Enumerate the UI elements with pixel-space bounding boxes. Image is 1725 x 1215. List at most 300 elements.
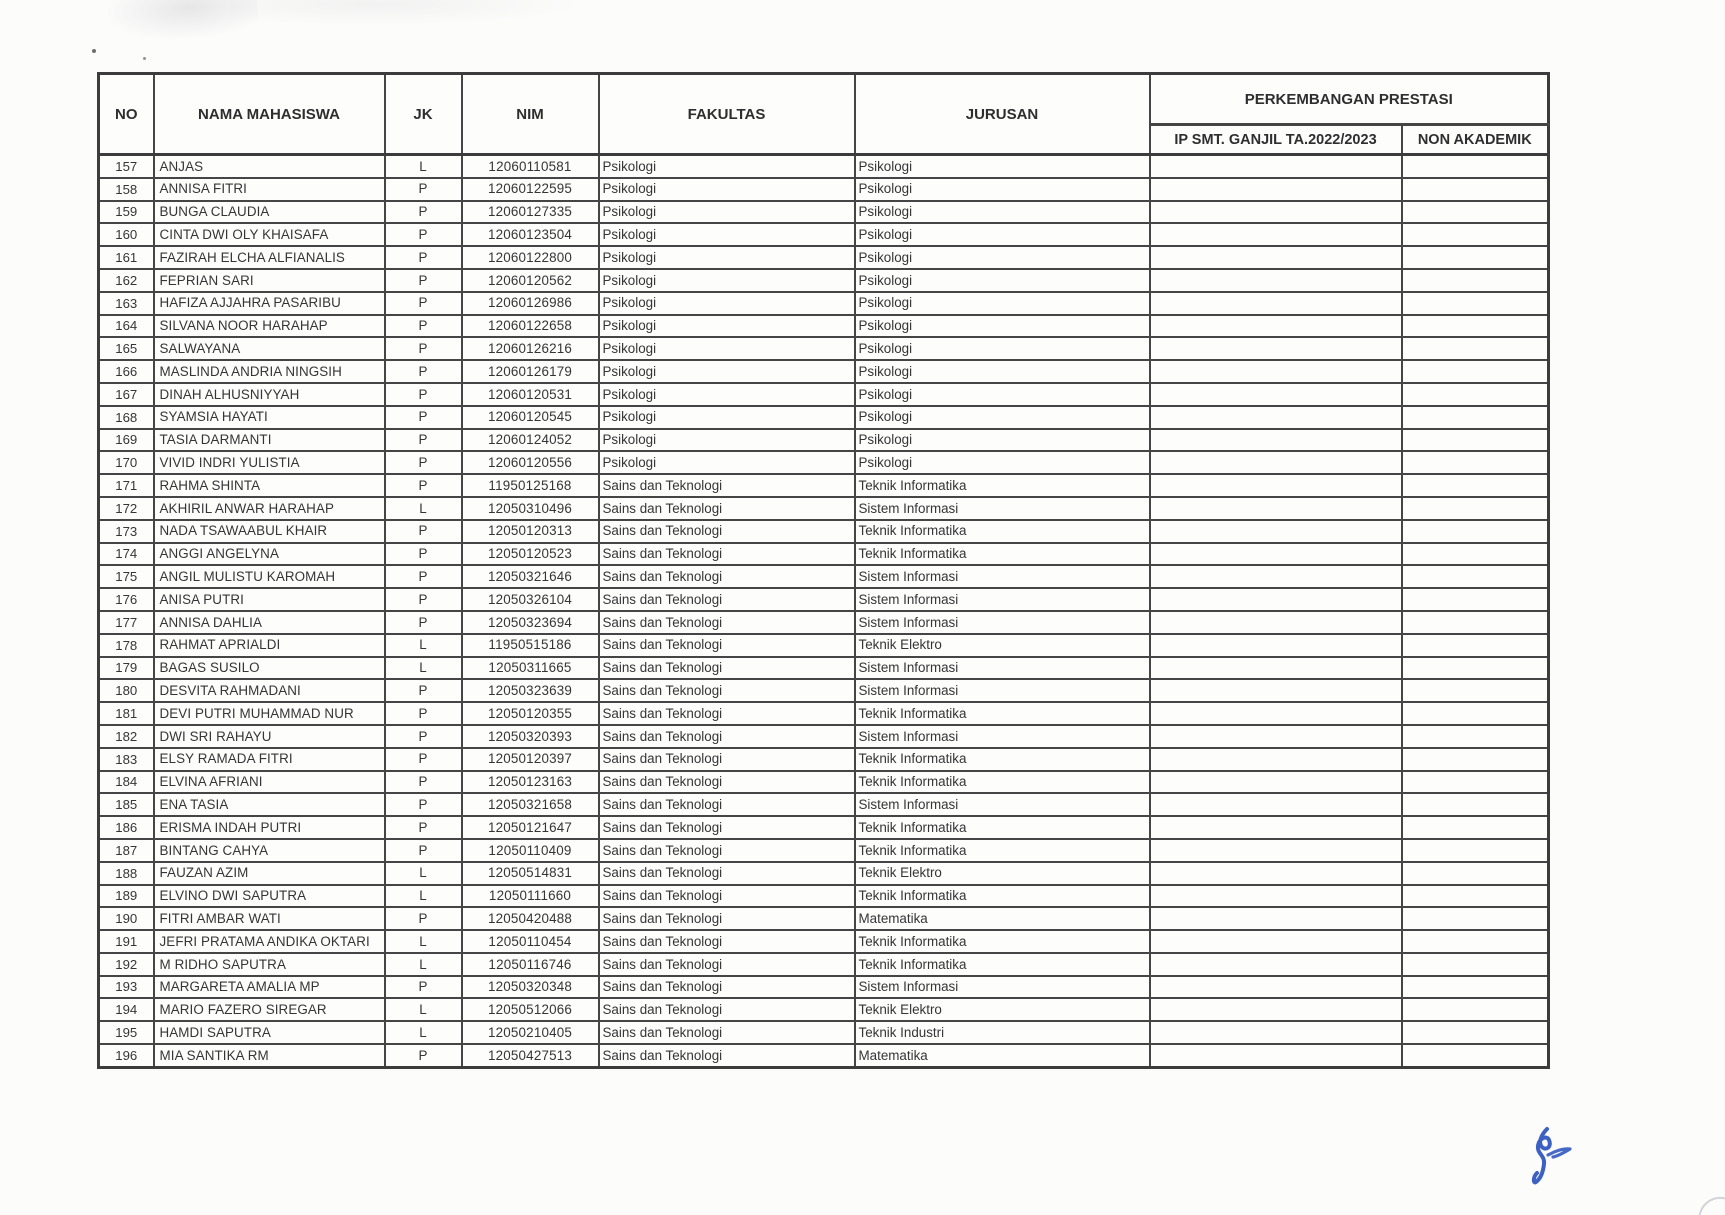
cell-jurusan: Teknik Informatika [855, 930, 1150, 953]
table-row [99, 360, 1549, 383]
cell-nim: 11950125168 [462, 474, 599, 497]
table-row [99, 748, 1549, 771]
cell-fakultas: Sains dan Teknologi [599, 748, 855, 771]
cell-nim: 12060127335 [462, 201, 599, 224]
cell-ip [1150, 429, 1402, 452]
cell-jk: P [385, 839, 462, 862]
cell-nama: MARIO FAZERO SIREGAR [154, 998, 385, 1021]
cell-jk: P [385, 406, 462, 429]
cell-jk: P [385, 246, 462, 269]
cell-jk: P [385, 748, 462, 771]
table-row [99, 497, 1549, 520]
cell-fakultas: Psikologi [599, 201, 855, 224]
cell-jk: L [385, 998, 462, 1021]
cell-non_akademik [1402, 474, 1549, 497]
col-header-jurusan: JURUSAN [855, 74, 1150, 155]
cell-jurusan: Teknik Informatika [855, 520, 1150, 543]
table-row [99, 451, 1549, 474]
cell-nim: 12050110454 [462, 930, 599, 953]
cell-nama: SILVANA NOOR HARAHAP [154, 315, 385, 338]
table-row [99, 406, 1549, 429]
cell-nim: 12060120531 [462, 383, 599, 406]
cell-jurusan: Teknik Elektro [855, 634, 1150, 657]
cell-nim: 12060120562 [462, 269, 599, 292]
cell-jurusan: Teknik Informatika [855, 474, 1150, 497]
cell-nama: ANISA PUTRI [154, 588, 385, 611]
cell-jurusan: Teknik Informatika [855, 702, 1150, 725]
cell-fakultas: Sains dan Teknologi [599, 862, 855, 885]
cell-non_akademik [1402, 292, 1549, 315]
table-row [99, 657, 1549, 680]
cell-fakultas: Psikologi [599, 178, 855, 201]
student-roster-table [97, 72, 1550, 1069]
cell-jk: P [385, 679, 462, 702]
cell-jurusan: Sistem Informasi [855, 611, 1150, 634]
cell-non_akademik [1402, 497, 1549, 520]
cell-nim: 12050311665 [462, 657, 599, 680]
cell-ip [1150, 565, 1402, 588]
cell-ip [1150, 360, 1402, 383]
cell-non_akademik [1402, 679, 1549, 702]
cell-jurusan: Sistem Informasi [855, 679, 1150, 702]
cell-non_akademik [1402, 360, 1549, 383]
table-row [99, 429, 1549, 452]
table-row [99, 634, 1549, 657]
cell-ip [1150, 383, 1402, 406]
cell-fakultas: Sains dan Teknologi [599, 520, 855, 543]
cell-non_akademik [1402, 543, 1549, 566]
cell-ip [1150, 839, 1402, 862]
cell-ip [1150, 520, 1402, 543]
cell-no: 183 [99, 748, 154, 771]
cell-jk: L [385, 155, 462, 178]
cell-jurusan: Psikologi [855, 383, 1150, 406]
table-row [99, 246, 1549, 269]
cell-no: 192 [99, 953, 154, 976]
cell-nama: AKHIRIL ANWAR HARAHAP [154, 497, 385, 520]
cell-no: 172 [99, 497, 154, 520]
cell-fakultas: Psikologi [599, 155, 855, 178]
cell-jurusan: Psikologi [855, 292, 1150, 315]
cell-no: 157 [99, 155, 154, 178]
cell-jurusan: Psikologi [855, 406, 1150, 429]
cell-no: 163 [99, 292, 154, 315]
cell-no: 159 [99, 201, 154, 224]
cell-non_akademik [1402, 793, 1549, 816]
cell-non_akademik [1402, 725, 1549, 748]
cell-ip [1150, 976, 1402, 999]
cell-fakultas: Sains dan Teknologi [599, 565, 855, 588]
cell-ip [1150, 451, 1402, 474]
cell-non_akademik [1402, 634, 1549, 657]
table-row [99, 565, 1549, 588]
table-row [99, 1021, 1549, 1044]
cell-nim: 12050321658 [462, 793, 599, 816]
table-row [99, 885, 1549, 908]
cell-non_akademik [1402, 178, 1549, 201]
cell-ip [1150, 930, 1402, 953]
scan-corner-artifact [1698, 1191, 1725, 1215]
cell-no: 164 [99, 315, 154, 338]
cell-non_akademik [1402, 885, 1549, 908]
cell-nim: 12060110581 [462, 155, 599, 178]
cell-nim: 11950515186 [462, 634, 599, 657]
cell-nama: ELVINO DWI SAPUTRA [154, 885, 385, 908]
cell-nama: ANGGI ANGELYNA [154, 543, 385, 566]
cell-ip [1150, 657, 1402, 680]
cell-jk: L [385, 657, 462, 680]
cell-jk: P [385, 702, 462, 725]
cell-no: 189 [99, 885, 154, 908]
cell-jurusan: Teknik Informatika [855, 771, 1150, 794]
cell-non_akademik [1402, 269, 1549, 292]
cell-nama: DESVITA RAHMADANI [154, 679, 385, 702]
table-row [99, 383, 1549, 406]
col-header-ip-smt-ganjil: IP SMT. GANJIL TA.2022/2023 [1150, 125, 1402, 155]
table-row [99, 953, 1549, 976]
cell-nama: BUNGA CLAUDIA [154, 201, 385, 224]
cell-nim: 12050121647 [462, 816, 599, 839]
cell-nim: 12050320348 [462, 976, 599, 999]
cell-fakultas: Sains dan Teknologi [599, 679, 855, 702]
table-row [99, 816, 1549, 839]
cell-fakultas: Psikologi [599, 406, 855, 429]
table-row [99, 998, 1549, 1021]
cell-nama: M RIDHO SAPUTRA [154, 953, 385, 976]
cell-nim: 12060120545 [462, 406, 599, 429]
cell-ip [1150, 702, 1402, 725]
cell-jurusan: Sistem Informasi [855, 588, 1150, 611]
cell-ip [1150, 1044, 1402, 1067]
cell-fakultas: Psikologi [599, 451, 855, 474]
cell-fakultas: Sains dan Teknologi [599, 885, 855, 908]
cell-nama: MARGARETA AMALIA MP [154, 976, 385, 999]
cell-no: 174 [99, 543, 154, 566]
cell-non_akademik [1402, 565, 1549, 588]
scan-dot [143, 57, 146, 60]
cell-fakultas: Sains dan Teknologi [599, 793, 855, 816]
cell-jk: P [385, 543, 462, 566]
cell-no: 167 [99, 383, 154, 406]
cell-jurusan: Psikologi [855, 360, 1150, 383]
cell-nama: JEFRI PRATAMA ANDIKA OKTARI [154, 930, 385, 953]
cell-jk: P [385, 178, 462, 201]
cell-ip [1150, 725, 1402, 748]
cell-ip [1150, 292, 1402, 315]
cell-ip [1150, 178, 1402, 201]
cell-non_akademik [1402, 406, 1549, 429]
cell-non_akademik [1402, 429, 1549, 452]
cell-jk: L [385, 862, 462, 885]
cell-nim: 12060123504 [462, 223, 599, 246]
table-row [99, 907, 1549, 930]
cell-jk: P [385, 269, 462, 292]
cell-nim: 12050323639 [462, 679, 599, 702]
cell-ip [1150, 269, 1402, 292]
cell-non_akademik [1402, 201, 1549, 224]
col-header-nim: NIM [462, 74, 599, 155]
cell-ip [1150, 885, 1402, 908]
cell-jk: L [385, 885, 462, 908]
cell-jurusan: Psikologi [855, 429, 1150, 452]
cell-fakultas: Sains dan Teknologi [599, 543, 855, 566]
cell-nama: HAMDI SAPUTRA [154, 1021, 385, 1044]
scan-smudge [230, 0, 590, 26]
cell-jurusan: Psikologi [855, 223, 1150, 246]
cell-fakultas: Sains dan Teknologi [599, 839, 855, 862]
cell-nim: 12050320393 [462, 725, 599, 748]
cell-fakultas: Sains dan Teknologi [599, 771, 855, 794]
cell-jk: L [385, 953, 462, 976]
cell-jurusan: Sistem Informasi [855, 793, 1150, 816]
cell-nim: 12060122658 [462, 315, 599, 338]
cell-fakultas: Sains dan Teknologi [599, 611, 855, 634]
cell-jurusan: Psikologi [855, 451, 1150, 474]
cell-nim: 12050420488 [462, 907, 599, 930]
cell-fakultas: Sains dan Teknologi [599, 907, 855, 930]
cell-non_akademik [1402, 907, 1549, 930]
col-header-perkembangan-prestasi: PERKEMBANGAN PRESTASI [1150, 74, 1549, 125]
cell-jurusan: Teknik Informatika [855, 816, 1150, 839]
cell-non_akademik [1402, 1044, 1549, 1067]
cell-no: 168 [99, 406, 154, 429]
cell-ip [1150, 998, 1402, 1021]
cell-nim: 12050427513 [462, 1044, 599, 1067]
pen-mark [1518, 1126, 1576, 1190]
cell-nama: FITRI AMBAR WATI [154, 907, 385, 930]
cell-ip [1150, 953, 1402, 976]
scan-dot [92, 49, 96, 53]
cell-ip [1150, 223, 1402, 246]
cell-no: 170 [99, 451, 154, 474]
cell-jk: P [385, 725, 462, 748]
cell-ip [1150, 497, 1402, 520]
table-row [99, 862, 1549, 885]
cell-no: 193 [99, 976, 154, 999]
table-body [99, 155, 1549, 1068]
cell-fakultas: Sains dan Teknologi [599, 725, 855, 748]
cell-non_akademik [1402, 611, 1549, 634]
cell-jurusan: Sistem Informasi [855, 725, 1150, 748]
cell-no: 195 [99, 1021, 154, 1044]
cell-ip [1150, 474, 1402, 497]
col-header-fakultas: FAKULTAS [599, 74, 855, 155]
cell-jk: P [385, 337, 462, 360]
cell-nim: 12050110409 [462, 839, 599, 862]
cell-nama: TASIA DARMANTI [154, 429, 385, 452]
cell-ip [1150, 155, 1402, 178]
cell-non_akademik [1402, 223, 1549, 246]
cell-nim: 12050120523 [462, 543, 599, 566]
cell-ip [1150, 1021, 1402, 1044]
cell-ip [1150, 634, 1402, 657]
cell-nama: DINAH ALHUSNIYYAH [154, 383, 385, 406]
cell-no: 169 [99, 429, 154, 452]
cell-nim: 12050323694 [462, 611, 599, 634]
cell-fakultas: Sains dan Teknologi [599, 976, 855, 999]
cell-jk: P [385, 771, 462, 794]
cell-ip [1150, 611, 1402, 634]
cell-no: 184 [99, 771, 154, 794]
cell-nama: ENA TASIA [154, 793, 385, 816]
cell-ip [1150, 201, 1402, 224]
cell-jurusan: Teknik Informatika [855, 543, 1150, 566]
cell-nama: ANNISA DAHLIA [154, 611, 385, 634]
cell-nama: ELVINA AFRIANI [154, 771, 385, 794]
cell-nama: DEVI PUTRI MUHAMMAD NUR [154, 702, 385, 725]
table-row [99, 337, 1549, 360]
cell-non_akademik [1402, 862, 1549, 885]
table-row [99, 543, 1549, 566]
cell-nama: NADA TSAWAABUL KHAIR [154, 520, 385, 543]
table-row [99, 793, 1549, 816]
table-row [99, 611, 1549, 634]
cell-jurusan: Teknik Informatika [855, 839, 1150, 862]
cell-ip [1150, 315, 1402, 338]
cell-no: 181 [99, 702, 154, 725]
cell-nim: 12050514831 [462, 862, 599, 885]
cell-fakultas: Sains dan Teknologi [599, 930, 855, 953]
cell-no: 188 [99, 862, 154, 885]
cell-jk: P [385, 292, 462, 315]
table-row [99, 725, 1549, 748]
cell-jk: P [385, 360, 462, 383]
cell-ip [1150, 862, 1402, 885]
cell-nama: HAFIZA AJJAHRA PASARIBU [154, 292, 385, 315]
cell-ip [1150, 771, 1402, 794]
cell-nim: 12050512066 [462, 998, 599, 1021]
cell-non_akademik [1402, 383, 1549, 406]
cell-no: 176 [99, 588, 154, 611]
cell-nim: 12060126986 [462, 292, 599, 315]
cell-non_akademik [1402, 588, 1549, 611]
cell-jurusan: Matematika [855, 907, 1150, 930]
cell-fakultas: Psikologi [599, 360, 855, 383]
cell-ip [1150, 337, 1402, 360]
cell-fakultas: Sains dan Teknologi [599, 953, 855, 976]
cell-jurusan: Sistem Informasi [855, 497, 1150, 520]
cell-ip [1150, 816, 1402, 839]
cell-non_akademik [1402, 839, 1549, 862]
cell-nim: 12050120397 [462, 748, 599, 771]
cell-jurusan: Psikologi [855, 155, 1150, 178]
cell-fakultas: Sains dan Teknologi [599, 634, 855, 657]
cell-nama: ERISMA INDAH PUTRI [154, 816, 385, 839]
table-row [99, 839, 1549, 862]
cell-jk: P [385, 429, 462, 452]
cell-no: 175 [99, 565, 154, 588]
cell-non_akademik [1402, 520, 1549, 543]
table-row [99, 679, 1549, 702]
cell-nama: SYAMSIA HAYATI [154, 406, 385, 429]
cell-ip [1150, 588, 1402, 611]
cell-ip [1150, 793, 1402, 816]
cell-fakultas: Psikologi [599, 269, 855, 292]
cell-no: 187 [99, 839, 154, 862]
cell-nama: RAHMAT APRIALDI [154, 634, 385, 657]
table-row [99, 1044, 1549, 1067]
cell-nama: ELSY RAMADA FITRI [154, 748, 385, 771]
cell-jurusan: Teknik Industri [855, 1021, 1150, 1044]
cell-no: 180 [99, 679, 154, 702]
cell-jurusan: Psikologi [855, 201, 1150, 224]
cell-nama: VIVID INDRI YULISTIA [154, 451, 385, 474]
cell-nim: 12050116746 [462, 953, 599, 976]
cell-nim: 12050120313 [462, 520, 599, 543]
cell-jk: P [385, 315, 462, 338]
cell-jk: P [385, 1044, 462, 1067]
cell-jk: P [385, 201, 462, 224]
cell-jk: P [385, 451, 462, 474]
cell-nim: 12060120556 [462, 451, 599, 474]
cell-fakultas: Sains dan Teknologi [599, 998, 855, 1021]
cell-ip [1150, 406, 1402, 429]
cell-fakultas: Sains dan Teknologi [599, 816, 855, 839]
cell-jk: L [385, 634, 462, 657]
cell-fakultas: Sains dan Teknologi [599, 497, 855, 520]
cell-jurusan: Psikologi [855, 337, 1150, 360]
cell-nama: DWI SRI RAHAYU [154, 725, 385, 748]
cell-nama: RAHMA SHINTA [154, 474, 385, 497]
cell-non_akademik [1402, 657, 1549, 680]
cell-jurusan: Teknik Informatika [855, 953, 1150, 976]
cell-no: 194 [99, 998, 154, 1021]
table-header [99, 74, 1549, 155]
cell-jurusan: Psikologi [855, 269, 1150, 292]
cell-jk: P [385, 565, 462, 588]
col-header-no: NO [99, 74, 154, 155]
cell-nim: 12060126216 [462, 337, 599, 360]
cell-nim: 12050120355 [462, 702, 599, 725]
cell-non_akademik [1402, 1021, 1549, 1044]
cell-fakultas: Sains dan Teknologi [599, 1044, 855, 1067]
cell-nama: FAZIRAH ELCHA ALFIANALIS [154, 246, 385, 269]
table-row [99, 771, 1549, 794]
cell-no: 160 [99, 223, 154, 246]
cell-non_akademik [1402, 976, 1549, 999]
cell-nim: 12060124052 [462, 429, 599, 452]
cell-jurusan: Teknik Elektro [855, 998, 1150, 1021]
table-row [99, 178, 1549, 201]
cell-ip [1150, 246, 1402, 269]
cell-non_akademik [1402, 930, 1549, 953]
cell-nama: ANGIL MULISTU KAROMAH [154, 565, 385, 588]
cell-fakultas: Psikologi [599, 383, 855, 406]
cell-nama: BAGAS SUSILO [154, 657, 385, 680]
cell-nama: SALWAYANA [154, 337, 385, 360]
cell-jk: P [385, 588, 462, 611]
cell-nama: ANNISA FITRI [154, 178, 385, 201]
table-row [99, 588, 1549, 611]
cell-fakultas: Sains dan Teknologi [599, 588, 855, 611]
cell-nim: 12060122595 [462, 178, 599, 201]
cell-fakultas: Sains dan Teknologi [599, 702, 855, 725]
cell-jk: P [385, 520, 462, 543]
cell-non_akademik [1402, 702, 1549, 725]
table-row [99, 269, 1549, 292]
cell-ip [1150, 748, 1402, 771]
cell-ip [1150, 679, 1402, 702]
cell-nim: 12050123163 [462, 771, 599, 794]
cell-jk: L [385, 930, 462, 953]
col-header-jk: JK [385, 74, 462, 155]
cell-fakultas: Sains dan Teknologi [599, 474, 855, 497]
table-row [99, 702, 1549, 725]
cell-jurusan: Psikologi [855, 178, 1150, 201]
cell-jurusan: Sistem Informasi [855, 657, 1150, 680]
cell-ip [1150, 907, 1402, 930]
cell-nim: 12050321646 [462, 565, 599, 588]
